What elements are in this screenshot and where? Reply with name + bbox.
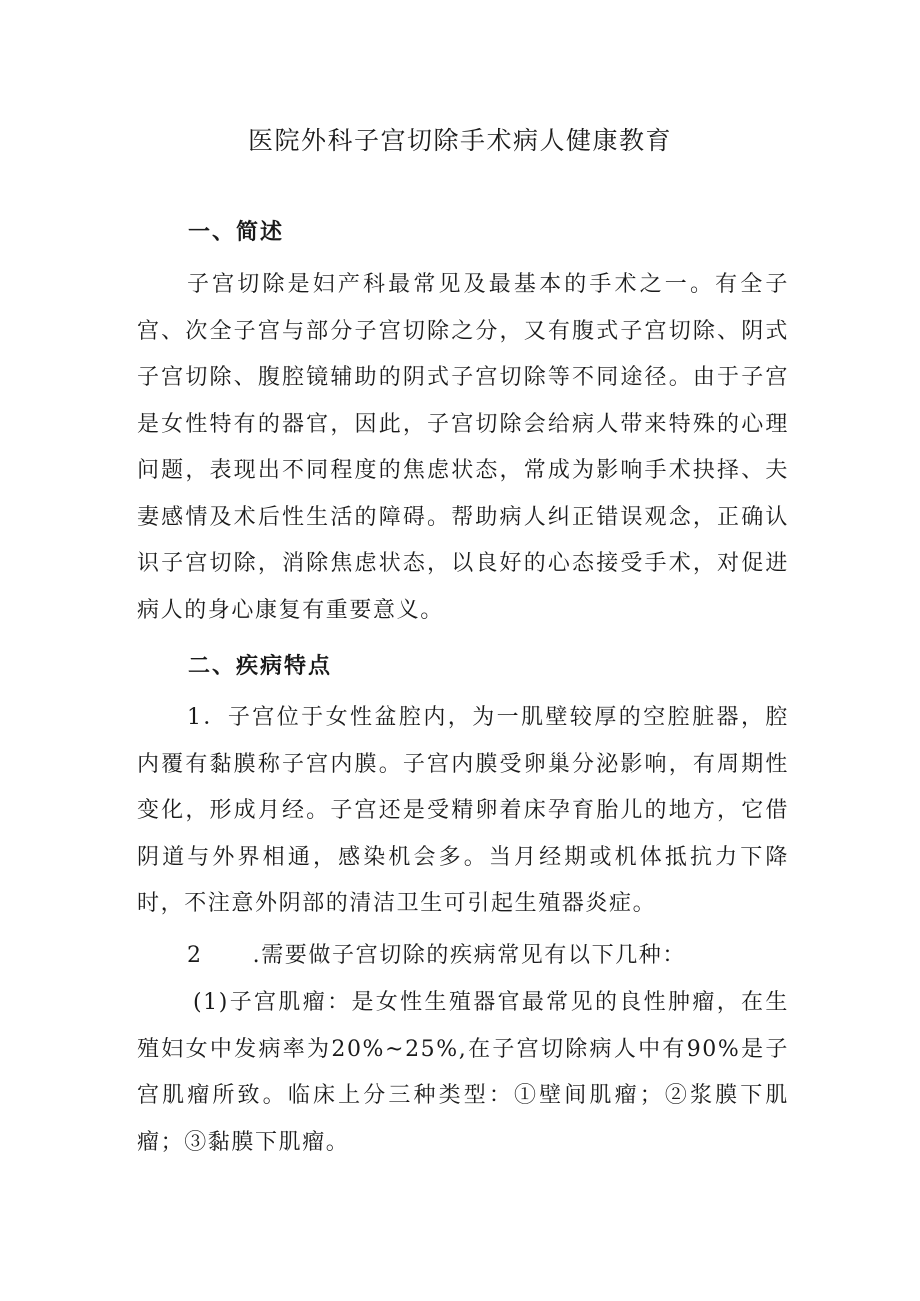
disease-feature-item-2 (137, 933, 789, 980)
disease-feature-item-1: 1．子宫位于女性盆腔内，为一肌壁较厚的空腔脏器，腔内覆有黏膜称子宫内膜。子宫内膜受卵巢分泌影响，有周期性变化，形成月经。子宫还是受精卵着床孕育胎儿的地方，它借阴道与外界相通，感染机会多。当月经期或机体抵抗力下降时，不注意外阴部的清洁卫生可引起生殖器炎症。 (137, 705, 789, 916)
section-heading-overview: 一、简述 (188, 219, 285, 245)
overview-paragraph: 子宫切除是妇产科最常见及最基本的手术之一。有全子宫、次全子宫与部分子宫切除之分，又有腹式子宫切除、阴式子宫切除、腹腔镜辅助的阴式子宫切除等不同途径。由于子宫是女性特有的器官，因此，子宫切除会给病人带来特殊的心理问题，表现出不同程度的焦虑状态，常成为影响手术抉择、夫妻感情及术后性生活的障碍。帮助病人纠正错误观念，正确认识子宫切除，消除焦虑状态，以良好的心态接受手术，对促进病人的身心康复有重要意义。 (137, 272, 789, 623)
section-heading-disease-features: 二、疾病特点 (188, 653, 333, 679)
item-2-number: 2 (187, 943, 203, 968)
disease-list-item-fibroids: (1)子宫肌瘤：是女性生殖器官最常见的良性肿瘤，在生殖妇女中发病率为20%~25%,在子宫切除病人中有90%是子宫肌瘤所致。临床上分三种类型：①壁间肌瘤；②浆膜下肌瘤；③黏膜下肌瘤。 (137, 990, 789, 1155)
document-title: 医院外科子宫切除手术病人健康教育 (247, 126, 672, 155)
item-2-text: .需要做子宫切除的疾病常见有以下几种： (252, 943, 687, 968)
